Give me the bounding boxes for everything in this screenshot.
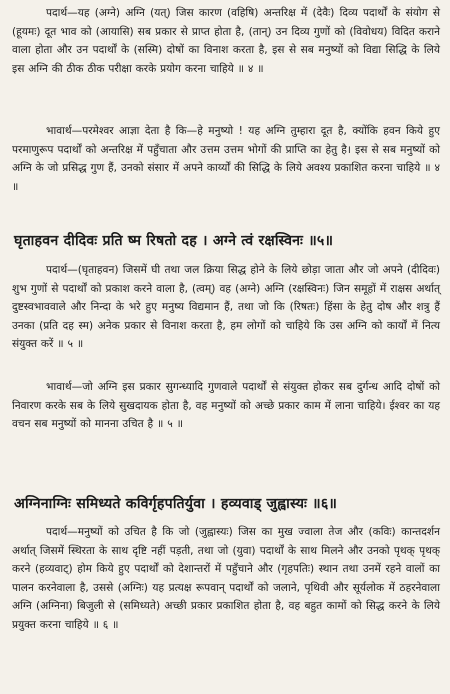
padartha-text: पदार्थ—मनुष्यों को उचित है कि जो (जुह्वास्यः) जिस का मुख ज्वाला तेज और (कविः) कान्तदर्शन अर्थात् जिसमें स्थिरता के साथ दृष्टि नहीं पड़ती, तथा जो (युवा) पदार्थों के साथ मिलने और उनको पृथक् पृथक् करने (हव्यवाट्) होम किये हुए पदार्थों को देशान्तरों में पहुँचाने और (गृहपतिः) स्थान तथा उनमें रहने वालों का पालन करनेवाला है, उससे (अग्निः) यह प्रत्यक्ष रूपवान् पदार्थों को जलाने, पृथिवी और सूर्यलोक में ठहरनेवाला अग्नि (अग्निना) बिजुली से (समिध्यते) अच्छी प्रकार प्रकाशित होता है, वह बहुत कामों को सिद्ध करने के लिये प्रयुक्त करना चाहिये ॥ ६ ॥ [12,526,440,631]
bhavartha-text: भावार्थ—परमेश्वर आज्ञा देता है कि—हे मनुष्यो ! यह अग्नि तुम्हारा दूत है, क्योंकि हवन किये हुए परमाणुरूप पदार्थों को अन्तरिक्ष में पहुँचाता और उत्तम उत्तम भोगों की प्राप्ति का हेतु है। इस से सब मनुष्यों को अग्नि के जो प्रसिद्ध गुण हैं, उनको संसार में अपने कार्य्यों की सिद्धि के लिये अवश्य प्रकाशित करना चाहिये ॥ ४ ॥ [12,125,440,193]
bhavartha-paragraph-4 [12,122,440,196]
bhavartha-text: भावार्थ—जो अग्नि इस प्रकार सुगन्ध्यादि गुणवाले पदार्थों से संयुक्त होकर सब दुर्गन्ध आदि दोषों को निवारण करके सब के लिये सुखदायक होता है, वह मनुष्यों को अच्छे प्रकार काम में लाना चाहिये। ईश्वर का यह वचन सब मनुष्यों को मानना उचित है ॥ ५ ॥ [12,381,440,431]
mantra-5: घृताहवन दीदिवः प्रति ष्म रिषतो दह । अग्ने त्वं रक्षस्विनः ॥५॥ [14,233,334,249]
padartha-text: पदार्थ—यह (अग्ने) अग्नि (यत्) जिस कारण (वहिषि) अन्तरिक्ष में (देवैः) दिव्य पदार्थों के संयोग से (हूयमः) दूत भाव को (आयासि) सब प्रकार से प्राप्त होता है, (तान्) उन दिव्य गुणों को (विवोधय) विदित कराने वाला होता और उन पदार्थों के (सस्मि) दोषों का विनाश करता है, इस से सब मनुष्यों को विद्या सिद्धि के लिये इस अग्नि की ठीक ठीक परीक्षा करके प्रयोग करना चाहिये ॥ ४ ॥ [12,7,440,75]
mantra-6: अग्निनाग्निः समिध्यते कविर्गृहपतिर्युवा । हव्यवाड् जुह्वास्यः ॥६॥ [14,496,338,512]
padartha-paragraph-5 [12,261,440,354]
padartha-paragraph-4 [12,4,440,78]
bhavartha-paragraph-5 [12,378,440,434]
padartha-text: पदार्थ—(घृताहवन) जिसमें घी तथा जल क्रिया सिद्ध होने के लिये छोड़ा जाता और जो अपने (दीदिवः) शुभ गुणों से पदार्थों को प्रकाश करने वाला है, (त्वम्) वह (अग्ने) अग्नि (रक्षस्विनः) जिन समूहों में राक्षस अर्थात् दुष्टस्वभाववाले और निन्दा के भरे हुए मनुष्य विद्यमान हैं, तथा जो कि (रिषतः) हिंसा के हेतु दोष और शत्रु हैं उनका (प्रति दह स्म) अनेक प्रकार से विनाश करता है, हम लोगों को चाहिये कि उस अग्नि को कार्यों में नित्य संयुक्त करें ॥ ५ ॥ [12,264,440,351]
padartha-paragraph-6 [12,523,440,635]
